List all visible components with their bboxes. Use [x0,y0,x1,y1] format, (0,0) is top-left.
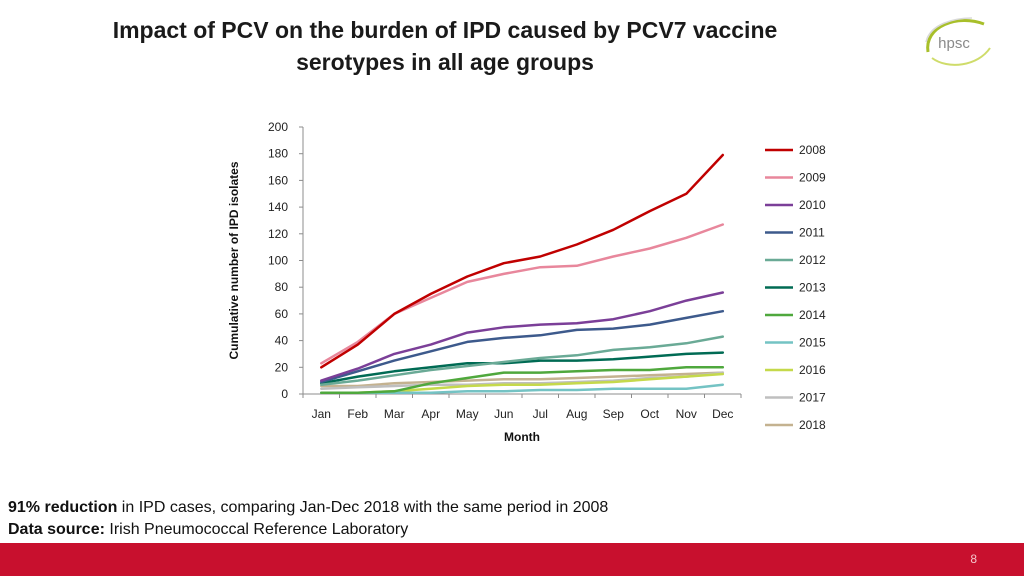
legend-label-2017: 2017 [799,390,826,405]
x-tick-label: Feb [347,407,369,421]
y-tick-label: 120 [267,226,288,241]
x-tick-label: Oct [640,407,660,421]
y-tick-label: 180 [267,146,288,161]
series-line-2009 [321,225,723,364]
reduction-text: in IPD cases, comparing Jan-Dec 2018 with the same period in 2008 [117,499,609,516]
y-tick-label: 140 [267,200,288,215]
reduction-highlight: 91% reduction [8,499,118,516]
x-tick-label: Dec [712,407,734,421]
y-tick-label: 100 [267,253,288,268]
title-line-2: serotypes in all age groups [296,49,594,75]
legend-label-2010: 2010 [799,198,826,212]
y-tick-label: 0 [281,387,288,401]
data-source-text: Irish Pneumococcal Reference Laboratory [104,521,409,538]
data-source-note [8,519,608,541]
data-source-label: Data source: [8,521,105,538]
x-tick-label: Apr [421,407,441,421]
legend-label-2013: 2013 [799,280,826,295]
x-tick-label: Jan [311,407,331,421]
legend-label-2009: 2009 [799,170,826,185]
x-tick-label: Mar [383,407,405,421]
footer-bar [0,543,1024,576]
legend-label-2018: 2018 [799,418,826,432]
x-tick-label: Aug [566,407,588,421]
y-tick-label: 160 [267,173,288,188]
y-tick-label: 60 [274,306,288,321]
y-axis-title: Cumulative number of IPD isolates [227,161,241,360]
legend-label-2011: 2011 [799,225,825,240]
x-tick-label: May [455,407,479,421]
legend-label-2012: 2012 [799,253,826,267]
chart-legend [765,143,826,432]
x-tick-label: Jul [532,407,548,421]
x-tick-label: Nov [675,407,697,421]
y-tick-label: 200 [267,120,288,134]
page-number: 8 [970,552,977,566]
x-axis-title: Month [504,430,540,444]
legend-label-2015: 2015 [799,335,826,350]
y-tick-label: 20 [274,360,288,375]
logo-text: hpsc [938,35,970,52]
footnote [8,497,608,541]
x-tick-label: Jun [494,407,514,421]
legend-label-2014: 2014 [799,308,826,322]
legend-label-2008: 2008 [799,143,826,157]
x-tick-label: Sep [602,407,624,421]
y-tick-label: 40 [274,333,288,348]
title-line-1: Impact of PCV on the burden of IPD caused by PCV7 vaccine [112,17,778,43]
chart-series-lines [321,155,723,393]
reduction-note [8,497,608,519]
legend-label-2016: 2016 [799,363,826,377]
y-tick-label: 80 [274,280,288,295]
